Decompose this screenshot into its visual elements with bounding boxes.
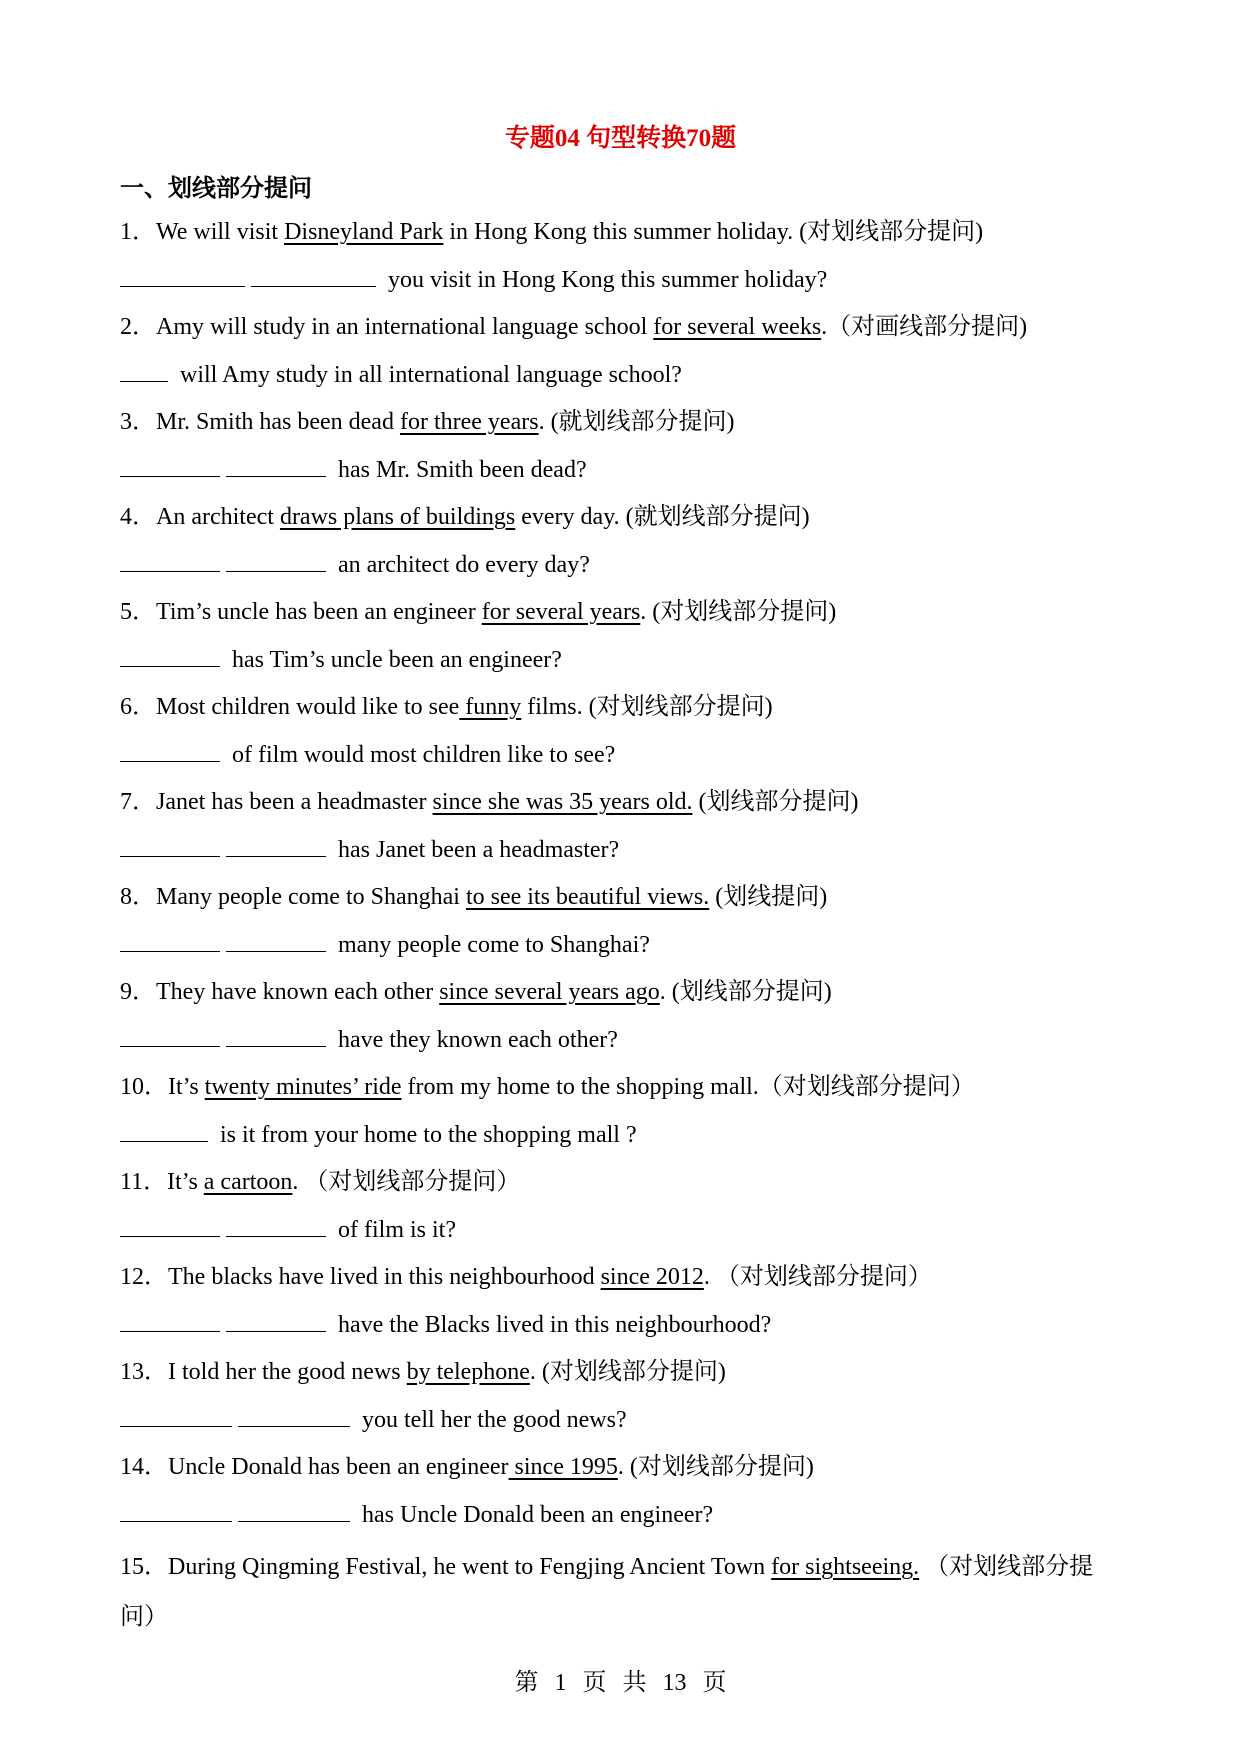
answer-line <box>120 355 1120 403</box>
question-line <box>120 1162 1120 1210</box>
answer-sentence: of film would most children like to see? <box>226 741 616 768</box>
answer-blank[interactable] <box>120 830 220 857</box>
answer-line <box>120 1020 1120 1068</box>
answer-line <box>120 1400 1120 1448</box>
question-instruction: . (就划线部分提问) <box>538 409 735 435</box>
question-line <box>120 592 1120 640</box>
question-number: 12． <box>120 1264 168 1290</box>
question-number: 14． <box>120 1454 168 1480</box>
question-line <box>120 212 1120 260</box>
question-text: Tim’s uncle has been an engineer <box>156 599 482 625</box>
answer-blank[interactable] <box>226 830 326 857</box>
answer-blank[interactable] <box>120 1400 232 1427</box>
question-instruction: （对划线部分提问） <box>120 1554 1094 1630</box>
answer-line <box>120 260 1120 308</box>
footer-total-label: 共 <box>622 1670 647 1696</box>
underlined-phrase: draws plans of buildings <box>279 504 516 530</box>
answer-sentence: has Janet been a headmaster? <box>332 836 620 863</box>
question-text: It’s <box>168 1074 205 1100</box>
answer-blank[interactable] <box>120 450 220 477</box>
underlined-phrase: since 2012 <box>600 1264 704 1290</box>
answer-blank[interactable] <box>120 1305 220 1332</box>
answer-line <box>120 1305 1120 1353</box>
answer-blank[interactable] <box>120 925 220 952</box>
question-line <box>120 782 1120 830</box>
question-text: During Qingming Festival, he went to Fengjing Ancient Town <box>168 1554 772 1580</box>
question-text: I told her the good news <box>168 1359 407 1385</box>
answer-sentence: have the Blacks lived in this neighbourhood? <box>332 1311 772 1338</box>
answer-line <box>120 735 1120 783</box>
answer-blank[interactable] <box>226 925 326 952</box>
question-line <box>120 972 1120 1020</box>
footer-prefix: 第 <box>514 1670 539 1696</box>
answer-blank[interactable] <box>120 260 245 287</box>
question-instruction: (划线部分提问) <box>692 789 859 815</box>
question-instruction: . (对划线部分提问) <box>617 1454 814 1480</box>
question-number: 8． <box>120 884 156 910</box>
question-text: They have known each other <box>156 979 440 1005</box>
answer-line <box>120 545 1120 593</box>
answer-blank[interactable] <box>120 1210 220 1237</box>
question-line <box>120 402 1120 450</box>
question-line <box>120 1542 1120 1642</box>
answer-sentence: many people come to Shanghai? <box>332 931 650 958</box>
answer-line <box>120 1495 1120 1543</box>
question-number: 6． <box>120 694 156 720</box>
question-line <box>120 1067 1120 1115</box>
question-line <box>120 497 1120 545</box>
question-instruction: . (划线部分提问) <box>659 979 832 1005</box>
question-instruction: .（对画线部分提问) <box>821 314 1028 340</box>
answer-line <box>120 830 1120 878</box>
footer-total-pages: 13 <box>662 1670 687 1696</box>
question-instruction: films. (对划线部分提问) <box>521 694 773 720</box>
answer-sentence: has Mr. Smith been dead? <box>332 456 587 483</box>
answer-blank[interactable] <box>238 1495 350 1522</box>
question-text: Janet has been a headmaster <box>156 789 433 815</box>
underlined-phrase: Disneyland Park <box>284 219 444 245</box>
question-text: The blacks have lived in this neighbourhood <box>168 1264 601 1290</box>
answer-line <box>120 450 1120 498</box>
section-heading: 一、划线部分提问 <box>120 176 312 202</box>
document-title: 专题04 句型转换70题 <box>504 125 737 152</box>
question-line <box>120 877 1120 925</box>
question-number: 2． <box>120 314 156 340</box>
underlined-phrase: for three years <box>399 409 539 435</box>
question-number: 11． <box>120 1169 168 1195</box>
question-number: 10． <box>120 1074 168 1100</box>
question-line <box>120 687 1120 735</box>
question-number: 5． <box>120 599 156 625</box>
answer-sentence: will Amy study in all international language school? <box>174 361 682 388</box>
question-number: 15． <box>120 1554 168 1580</box>
answer-sentence: has Uncle Donald been an engineer? <box>356 1501 714 1528</box>
question-number: 4． <box>120 504 156 530</box>
answer-blank[interactable] <box>251 260 376 287</box>
underlined-phrase: for sightseeing. <box>771 1554 920 1580</box>
question-number: 13． <box>120 1359 168 1385</box>
question-instruction: . （对划线部分提问） <box>292 1169 521 1195</box>
footer-suffix: 页 <box>702 1670 727 1696</box>
question-line <box>120 307 1120 355</box>
answer-blank[interactable] <box>226 1020 326 1047</box>
answer-sentence: is it from your home to the shopping mall ? <box>214 1121 637 1148</box>
question-instruction: . (对划线部分提问) <box>529 1359 726 1385</box>
question-text: Uncle Donald has been an engineer <box>168 1454 509 1480</box>
answer-blank[interactable] <box>120 355 168 382</box>
answer-blank[interactable] <box>120 545 220 572</box>
question-number: 9． <box>120 979 156 1005</box>
underlined-phrase: for several weeks <box>653 314 822 340</box>
question-text: Mr. Smith has been dead <box>156 409 400 435</box>
question-instruction: (划线提问) <box>709 884 828 910</box>
underlined-phrase: funny <box>459 694 522 720</box>
answer-blank[interactable] <box>226 1210 326 1237</box>
question-number: 7． <box>120 789 156 815</box>
answer-blank[interactable] <box>226 450 326 477</box>
underlined-phrase: since she was 35 years old. <box>432 789 693 815</box>
question-list <box>120 212 1120 1642</box>
question-line <box>120 1447 1120 1495</box>
answer-sentence: of film is it? <box>332 1216 456 1243</box>
answer-line <box>120 1210 1120 1258</box>
question-text: Many people come to Shanghai <box>156 884 466 910</box>
question-text: An architect <box>156 504 280 530</box>
answer-blank[interactable] <box>226 545 326 572</box>
answer-sentence: has Tim’s uncle been an engineer? <box>226 646 562 673</box>
underlined-phrase: since 1995 <box>508 1454 618 1480</box>
question-number: 1． <box>120 219 156 245</box>
answer-blank[interactable] <box>120 1115 208 1142</box>
answer-blank[interactable] <box>120 735 220 762</box>
underlined-phrase: a cartoon <box>203 1169 293 1195</box>
question-text: Amy will study in an international language school <box>156 314 654 340</box>
underlined-phrase: to see its beautiful views. <box>465 884 710 910</box>
answer-sentence: you visit in Hong Kong this summer holiday? <box>382 266 828 293</box>
question-instruction: in Hong Kong this summer holiday. (对划线部分提问) <box>443 219 984 245</box>
answer-blank[interactable] <box>120 640 220 667</box>
answer-blank[interactable] <box>120 1495 232 1522</box>
answer-line <box>120 925 1120 973</box>
footer-page-number: 1 <box>554 1670 567 1696</box>
underlined-phrase: twenty minutes’ ride <box>204 1074 402 1100</box>
question-instruction: . (对划线部分提问) <box>640 599 837 625</box>
question-instruction: every day. (就划线部分提问) <box>515 504 810 530</box>
underlined-phrase: for several years <box>481 599 641 625</box>
question-instruction: from my home to the shopping mall.（对划线部分提问） <box>401 1074 975 1100</box>
underlined-phrase: by telephone <box>406 1359 530 1385</box>
answer-line <box>120 640 1120 688</box>
answer-line <box>120 1115 1120 1163</box>
question-text: Most children would like to see <box>156 694 460 720</box>
answer-blank[interactable] <box>238 1400 350 1427</box>
answer-sentence: an architect do every day? <box>332 551 590 578</box>
page-footer <box>0 1662 1241 1697</box>
question-line <box>120 1257 1120 1305</box>
footer-page-label: 页 <box>582 1670 607 1696</box>
question-text: It’s <box>167 1169 204 1195</box>
answer-sentence: have they known each other? <box>332 1026 618 1053</box>
question-instruction: . （对划线部分提问） <box>703 1264 932 1290</box>
question-line <box>120 1352 1120 1400</box>
question-text: We will visit <box>156 219 285 245</box>
underlined-phrase: since several years ago <box>439 979 660 1005</box>
answer-blank[interactable] <box>120 1020 220 1047</box>
answer-sentence: you tell her the good news? <box>356 1406 627 1433</box>
answer-blank[interactable] <box>226 1305 326 1332</box>
question-number: 3． <box>120 409 156 435</box>
